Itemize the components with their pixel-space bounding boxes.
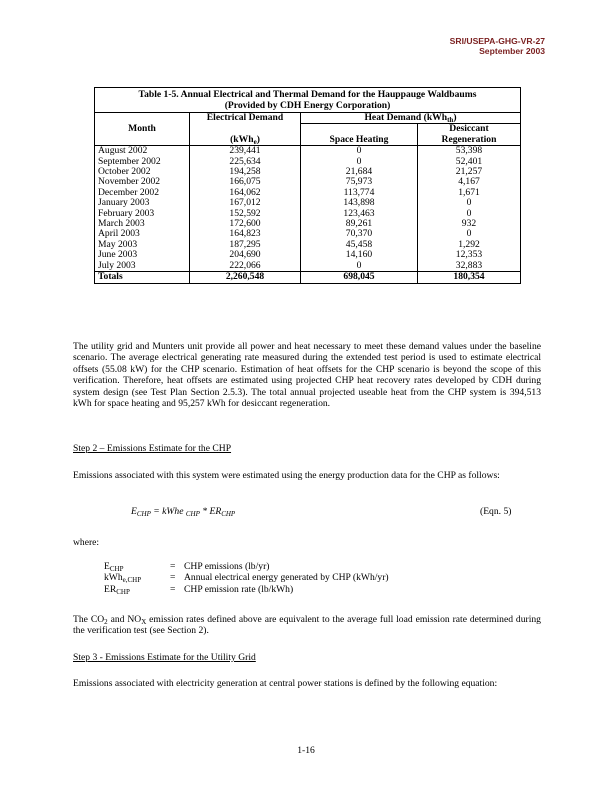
definition-row: $ER_{CHP}$ = CHP emission rate (lb/kWh)	[104, 583, 294, 596]
cell-space: 75,973	[301, 177, 418, 187]
col-header-elec: Electrical Demand	[190, 113, 301, 124]
col-header-heat: Heat Demand (kWh$_{th}$)	[301, 113, 521, 124]
report-id: SRI/USEPA-GHG-VR-27	[449, 36, 545, 46]
definitions-list	[104, 561, 389, 595]
cell-month: November 2002	[95, 177, 190, 187]
col-header-space-heating: Space Heating	[301, 124, 418, 146]
equation-number: (Eqn. 5)	[480, 506, 512, 517]
cell-desiccant: 0	[418, 198, 521, 208]
cell-desiccant: 932	[418, 219, 521, 229]
cell-desiccant: 32,883	[418, 261, 521, 272]
cell-elec: 225,634	[190, 157, 301, 167]
cell-elec: 166,075	[190, 177, 301, 187]
equation-5: $E_{CHP}$ = kWhe $_{CHP} * ER_{CHP}$	[131, 506, 236, 518]
totals-desiccant: 180,354	[418, 272, 521, 283]
cell-desiccant: 1,292	[418, 240, 521, 250]
totals-space: 698,045	[301, 272, 418, 283]
cell-month: July 2003	[95, 261, 190, 272]
col-header-elec-unit: (kWh$_e$)	[190, 124, 301, 146]
cell-elec: 222,066	[190, 261, 301, 272]
paragraph-baseline: The utility grid and Munters unit provide all power and heat necessary to meet these demand values under the baseline scenario. The average electrical generating rate measured during the extended test period is used to estimate electrical offsets (55.08 kW) for the CHP scenario. Estimation of heat offsets for the CHP scenario is beyond the scope of this verification. Therefore, heat offsets are estimated using projected CHP heat recovery rates developed by CDH during system design (see Test Plan Section 2.5.3). The total annual projected useable heat from the CHP system is 394,513 kWh for space heating and 95,257 kWh for desiccant regeneration.	[73, 341, 541, 410]
cell-elec: 164,823	[190, 229, 301, 239]
cell-desiccant: 0	[418, 229, 521, 239]
cell-space: 0	[301, 261, 418, 272]
emission-rate-note: The $CO_2$ and $NO_X$ emission rates defined above are equivalent to the average full load emission rate determined during the verification test (see Section 2).	[73, 614, 541, 637]
cell-month: March 2003	[95, 219, 190, 229]
col-header-desiccant: Desiccant Regeneration	[418, 124, 521, 146]
step2-heading: Step 2 – Emissions Estimate for the CHP	[73, 443, 232, 454]
cell-elec: 204,690	[190, 250, 301, 260]
cell-desiccant: 0	[418, 209, 521, 219]
cell-space: 70,370	[301, 229, 418, 239]
step2-intro: Emissions associated with this system were estimated using the energy production data for the CHP as follows:	[73, 470, 500, 481]
cell-month: April 2003	[95, 229, 190, 239]
where-label: where:	[73, 537, 100, 548]
cell-month: January 2003	[95, 198, 190, 208]
cell-month: June 2003	[95, 250, 190, 260]
cell-elec: 187,295	[190, 240, 301, 250]
cell-month: May 2003	[95, 240, 190, 250]
cell-elec: 152,592	[190, 209, 301, 219]
cell-month: December 2002	[95, 188, 190, 198]
step3-text: Emissions associated with electricity generation at central power stations is defined by the following equation:	[73, 678, 498, 689]
cell-month: October 2002	[95, 167, 190, 177]
cell-elec: 172,600	[190, 219, 301, 229]
cell-elec: 194,258	[190, 167, 301, 177]
step3-heading: Step 3 - Emissions Estimate for the Utility Grid	[73, 652, 256, 663]
table-row	[95, 261, 521, 272]
totals-elec: 2,260,548	[190, 272, 301, 283]
cell-space: 45,458	[301, 240, 418, 250]
cell-space: 0	[301, 157, 418, 167]
report-header	[450, 36, 545, 56]
report-date: September 2003	[479, 46, 545, 56]
table-row	[95, 198, 521, 208]
cell-space: 123,463	[301, 209, 418, 219]
cell-space: 113,774	[301, 188, 418, 198]
cell-month: February 2003	[95, 209, 190, 219]
cell-space: 14,160	[301, 250, 418, 260]
cell-desiccant: 1,671	[418, 188, 521, 198]
cell-desiccant: 4,167	[418, 177, 521, 187]
definition-row: $E_{CHP}$ = CHP emissions (lb/yr)	[104, 561, 270, 573]
col-header-month: Month	[95, 113, 190, 146]
table-body	[95, 146, 521, 272]
cell-desiccant: 21,257	[418, 167, 521, 177]
table-row	[95, 146, 521, 157]
table-row	[95, 209, 521, 219]
table-row	[95, 229, 521, 239]
cell-desiccant: 12,353	[418, 250, 521, 260]
cell-desiccant: 52,401	[418, 157, 521, 167]
cell-space: 89,261	[301, 219, 418, 229]
cell-space: 21,684	[301, 167, 418, 177]
cell-elec: 164,062	[190, 188, 301, 198]
cell-elec: 239,441	[190, 146, 301, 157]
cell-elec: 167,012	[190, 198, 301, 208]
table-caption: Table 1-5. Annual Electrical and Thermal Demand for the Hauppauge Waldbaums (Provided by CDH Energy Corporation)	[95, 88, 521, 113]
totals-label: Totals	[95, 272, 190, 283]
cell-space: 0	[301, 146, 418, 157]
cell-space: 143,898	[301, 198, 418, 208]
cell-month: September 2002	[95, 157, 190, 167]
table-row	[95, 188, 521, 198]
demand-table	[94, 87, 521, 284]
definition-row: kWh$_{e,CHP}$ = Annual electrical energy generated by CHP (kWh/yr)	[104, 572, 389, 585]
cell-desiccant: 53,398	[418, 146, 521, 157]
cell-month: August 2002	[95, 146, 190, 157]
table-row	[95, 219, 521, 229]
page-number: 1-16	[297, 745, 315, 756]
